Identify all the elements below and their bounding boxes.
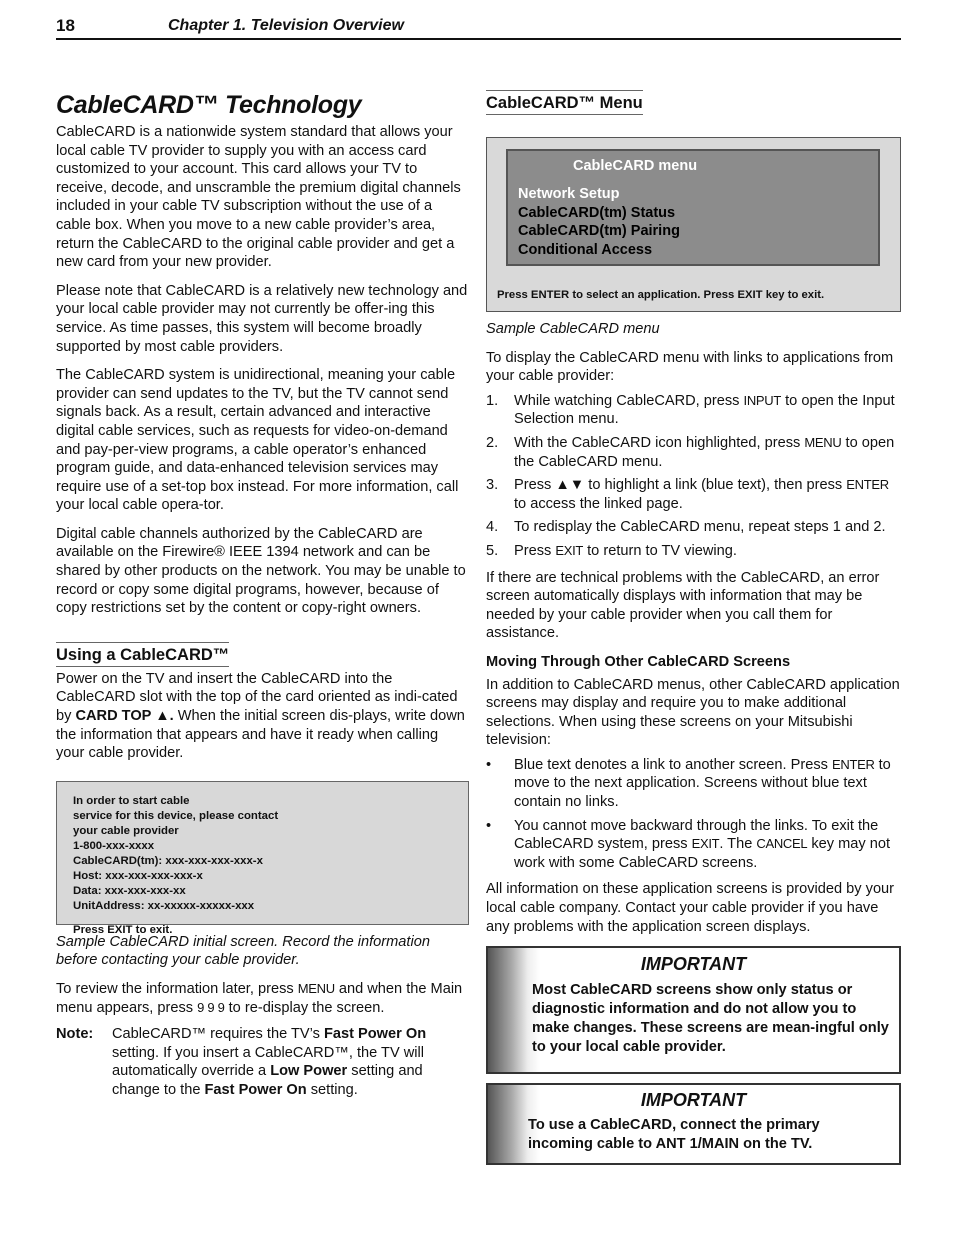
chapter-title: Chapter 1. Television Overview [168, 17, 404, 34]
cablecard-menu-sample [486, 137, 901, 312]
cablecard-menu-heading: CableCARD™ Menu [486, 90, 643, 115]
bullet-item: • You cannot move backward through the links. To exit the CableCARD system, press EXIT. The CANCEL key may not work with some CableCARD screens. [486, 817, 891, 871]
note-text: CableCARD™ requires the TV’s Fast Power On setting. If you insert a CableCARD™, the TV will automatically override a Low Power setting and change to the Fast Power On setting. [112, 1026, 427, 1098]
menu-item-network-setup[interactable]: Network Setup [518, 186, 620, 202]
bullet-icon: • [486, 817, 492, 834]
section-title: CableCARD™ Technology [56, 91, 362, 119]
menu-title: CableCARD menu [573, 158, 698, 174]
using-paragraph: Power on the TV and insert the CableCARD into the CableCARD slot with the top of the card oriented as indi-cated by CARD TOP ▲. When the initial screen dis-plays, write down the information that appears and have it ready when calling your cable provider. [56, 670, 465, 762]
999-key: 9 9 9 [197, 999, 225, 1015]
important-text: Most CableCARD screens show only status or diagnostic information and do not allow you to make changes. These screens are mean-ingful only to your local cable provider. [532, 982, 889, 1055]
bullet-item: • Blue text denotes a link to another screen. Press ENTER to move to the next application. Screens without blue text contain no links. [486, 756, 891, 811]
screen-line: CableCARD(tm): xxx-xxx-xxx-xxx-x [73, 854, 263, 867]
menu-item-status[interactable]: CableCARD(tm) Status [518, 204, 676, 221]
note-block [56, 1025, 469, 1099]
using-cablecard-heading: Using a CableCARD™ [56, 642, 229, 667]
page-header [56, 16, 901, 40]
menu-item-pairing[interactable]: CableCARD(tm) Pairing [518, 223, 680, 240]
step-item: 3. Press ▲▼ to highlight a link (blue text), then press ENTER to access the linked page. [486, 477, 889, 512]
step-item: 4. To redisplay the CableCARD menu, repeat steps 1 and 2. [486, 519, 886, 536]
step-item: 1. While watching CableCARD, press INPUT to open the Input Selection menu. [486, 392, 895, 428]
important-text: To use a CableCARD, connect the primary incoming cable to ANT 1/MAIN on the TV. [528, 1117, 820, 1153]
menu-intro: To display the CableCARD menu with links to applications from your cable provider: [486, 349, 894, 385]
review-paragraph: To review the information later, press MENU and when the Main menu appears, press 9 9 9 to re-display the screen. [56, 981, 463, 1016]
problems-paragraph: If there are technical problems with the CableCARD, an error screen automatically displays with information that may be needed by your cable provider when you call them for assistance. [486, 569, 880, 642]
all-info-paragraph: All information on these application screens is provided by your local cable company. Contact your cable provider if you have any problems with the application screen displays. [486, 881, 895, 935]
left-column [56, 90, 469, 1100]
moving-paragraph: In addition to CableCARD menus, other CableCARD application screens may display and require you to make additional selections. When using these screens on your Mitsubishi television: [486, 676, 900, 749]
moving-heading: Moving Through Other CableCARD Screens [486, 653, 791, 670]
step-item: 2. With the CableCARD icon highlighted, press MENU to open the CableCARD menu. [486, 434, 895, 470]
card-top-label: CARD TOP ▲. [75, 708, 174, 725]
menu-panel [506, 149, 880, 266]
menu-key: MENU [297, 981, 335, 996]
menu-items [518, 185, 680, 260]
menu-item-conditional-access[interactable]: Conditional Access [518, 242, 653, 259]
important-box-2 [486, 1083, 901, 1165]
menu-footer: Press ENTER to select an application. Press EXIT key to exit. [497, 289, 825, 301]
page-number: 18 [56, 16, 75, 35]
important-heading: IMPORTANT [640, 1090, 747, 1111]
screen-line: your cable provider [73, 824, 179, 837]
steps-list [486, 392, 901, 561]
bullet-list [486, 756, 901, 873]
note-label: Note: [56, 1026, 94, 1043]
initial-screen-sample [56, 781, 469, 936]
screen-line: 1-800-xxx-xxxx [73, 839, 155, 852]
step-item: 5. Press EXIT to return to TV viewing. [486, 542, 737, 559]
availability-paragraph: Please note that CableCARD is a relatively new technology and your local cable provider may not currently be offer-ing this service. As time passes, this system will become broadly supported by most cable providers. [56, 282, 468, 355]
screen-line: UnitAddress: xx-xxxxx-xxxxx-xxx [73, 899, 255, 912]
initial-screen-caption: Sample CableCARD initial screen. Record the information before contacting your cable provider. [56, 933, 430, 969]
important-heading: IMPORTANT [640, 954, 747, 975]
menu-caption: Sample CableCARD menu [486, 321, 660, 337]
right-column [486, 90, 901, 1165]
important-box-1 [486, 946, 901, 1074]
firewire-paragraph: Digital cable channels authorized by the CableCARD are available on the Firewire® IEEE 1394 network and can be shared by other products on the network. You may be unable to record or copy some digital programs, however, because of copy restrictions set by the content or copy-right owners. [56, 525, 466, 617]
screen-line: Data: xxx-xxx-xxx-xx [73, 884, 186, 897]
intro-paragraph: CableCARD is a nationwide system standard that allows your local cable TV provider to supply you with an access card customized to your account. This card allows your TV to receive, decode, and unscramble the premium digital channels included in your cable TV subscription without the use of a cable box. When you move to a new cable provider’s area, return the CableCARD to the original cable provider and get a new card from your new provider. [56, 124, 461, 271]
screen-line: In order to start cable [73, 794, 190, 807]
unidirectional-paragraph: The CableCARD system is unidirectional, meaning your cable provider can send updates to the TV, but the TV cannot send signals back. As a result, certain advanced and interactive digital cable services, such as requests for video-on-demand and pay-per-view programs, a cable operator’s enhanced program guide, and data-enhanced television services may require use of a set-top box instead. For more information, call your local cable opera-tor. [56, 367, 459, 514]
screen-line: Host: xxx-xxx-xxx-xxx-x [73, 869, 203, 882]
bullet-icon: • [486, 756, 492, 773]
screen-exit-line: Press EXIT to exit. [73, 923, 173, 936]
screen-line: service for this device, please contact [73, 809, 279, 822]
